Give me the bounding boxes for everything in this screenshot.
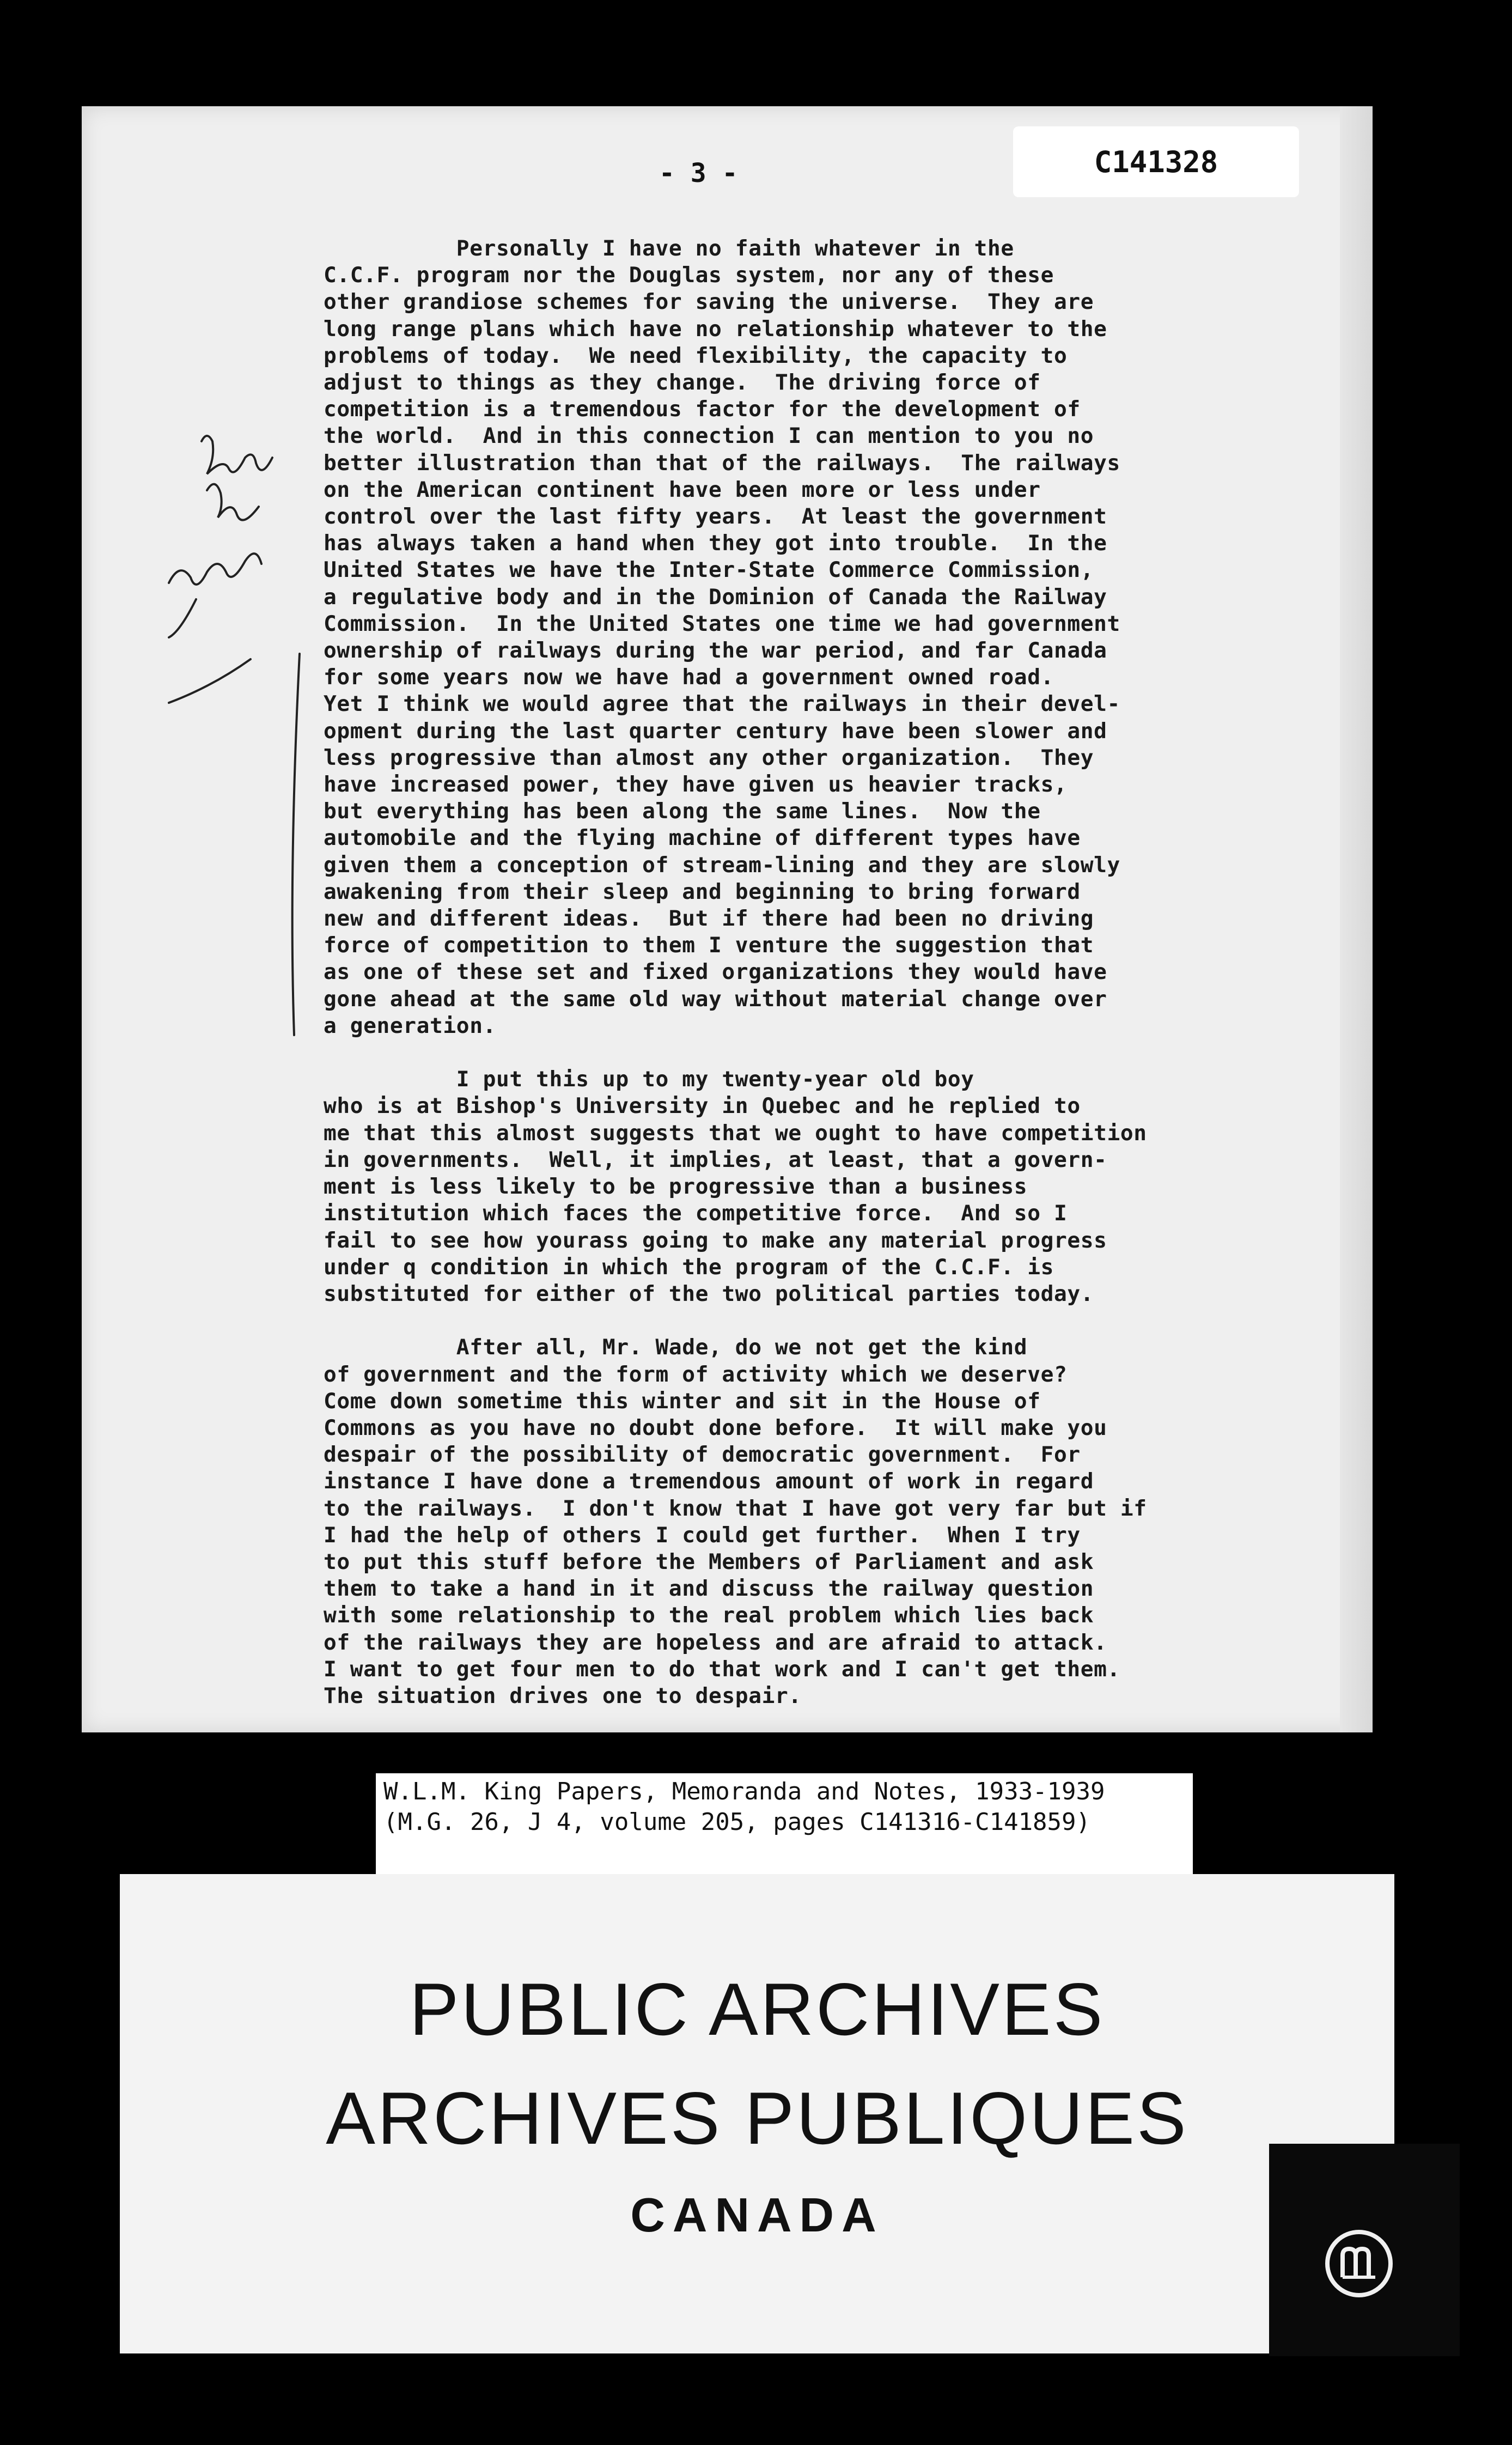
text-line: opment during the last quarter century have been slower and [324, 718, 1107, 744]
text-line: on the American continent have been more or less under [324, 477, 1041, 502]
text-line: Commons as you have no doubt done before. It will make you [324, 1415, 1107, 1440]
text-line: Commission. In the United States one time we had government [324, 611, 1120, 636]
text-line: I want to get four men to do that work and I can't get them. [324, 1656, 1120, 1682]
stamp-line-archives-publiques: ARCHIVES PUBLIQUES [326, 2077, 1188, 2160]
text-line: to put this stuff before the Members of Parliament and ask [324, 1549, 1094, 1574]
document-id: C141328 [1094, 144, 1218, 179]
text-line: Yet I think we would agree that the railways in their devel- [324, 691, 1120, 717]
text-line: awakening from their sleep and beginning to bring forward [324, 879, 1081, 904]
text-line: less progressive than almost any other organization. They [324, 745, 1094, 770]
text-line: United States we have the Inter-State Commerce Commission, [324, 557, 1094, 583]
text-line: with some relationship to the real problem which lies back [324, 1603, 1094, 1628]
text-line: to the railways. I don't know that I have got very far but if [324, 1495, 1147, 1521]
archive-logo-block [1269, 2144, 1460, 2356]
text-line: instance I have done a tremendous amount of work in regard [324, 1469, 1094, 1494]
text-line: under q condition in which the program of the C.C.F. is [324, 1254, 1054, 1280]
handwritten-margin-notes [136, 419, 316, 1051]
document-id-label [1013, 126, 1299, 197]
text-line: a regulative body and in the Dominion of Canada the Railway [324, 584, 1107, 610]
text-line: as one of these set and fixed organizations they would have [324, 959, 1107, 985]
text-line: Personally I have no faith whatever in the [324, 236, 1014, 261]
text-line: I had the help of others I could get further. When I try [324, 1522, 1081, 1548]
text-line: problems of today. We need flexibility, the capacity to [324, 343, 1068, 368]
text-line: given them a conception of stream-lining and they are slowly [324, 852, 1120, 878]
text-line: me that this almost suggests that we ought to have competition [324, 1120, 1147, 1146]
text-line: I put this up to my twenty-year old boy [324, 1067, 974, 1092]
text-line: C.C.F. program nor the Douglas system, nor any of these [324, 263, 1054, 288]
text-line: fail to see how yourass going to make any material progress [324, 1227, 1107, 1253]
paragraph-1 [324, 235, 1358, 1039]
archive-stamp [120, 1874, 1394, 2353]
text-line: ment is less likely to be progressive than a business [324, 1174, 1028, 1200]
text-line: who is at Bishop's University in Quebec and he replied to [324, 1093, 1081, 1119]
archive-logo-icon [1321, 2225, 1397, 2302]
page-number: - 3 - [659, 158, 738, 188]
text-line: competition is a tremendous factor for the development of [324, 397, 1081, 422]
text-line: better illustration than that of the railways. The railways [324, 450, 1120, 476]
text-line: Come down sometime this winter and sit in the House of [324, 1388, 1041, 1414]
text-line: has always taken a hand when they got into trouble. In the [324, 531, 1107, 556]
text-line: despair of the possibility of democratic government. For [324, 1442, 1081, 1468]
letter-body [324, 235, 1358, 1710]
text-line: substituted for either of the two political parties today. [324, 1281, 1094, 1306]
citation-line-1: W.L.M. King Papers, Memoranda and Notes, 1933-1939 [383, 1778, 1105, 1805]
text-line: ownership of railways during the war period, and far Canada [324, 638, 1107, 664]
citation-label [376, 1773, 1193, 1874]
text-line: but everything has been along the same lines. Now the [324, 799, 1041, 824]
text-line: gone ahead at the same old way without material change over [324, 986, 1107, 1012]
text-line: The situation drives one to despair. [324, 1683, 802, 1708]
text-line: other grandiose schemes for saving the universe. They are [324, 289, 1094, 315]
text-line: a generation. [324, 1013, 496, 1038]
text-line: automobile and the flying machine of different types have [324, 825, 1081, 851]
text-line: them to take a hand in it and discuss the railway question [324, 1576, 1094, 1602]
text-line: force of competition to them I venture the suggestion that [324, 933, 1094, 958]
text-line: of government and the form of activity which we deserve? [324, 1361, 1068, 1387]
text-line: in governments. Well, it implies, at least, that a govern- [324, 1147, 1107, 1172]
text-line: the world. And in this connection I can mention to you no [324, 423, 1094, 449]
paragraph-2 [324, 1066, 1358, 1307]
text-line: After all, Mr. Wade, do we not get the kind [324, 1335, 1028, 1360]
text-line: of the railways they are hopeless and are afraid to attack. [324, 1629, 1107, 1655]
text-line: institution which faces the competitive force. And so I [324, 1201, 1068, 1226]
text-line: new and different ideas. But if there had been no driving [324, 906, 1094, 932]
text-line: control over the last fifty years. At least the government [324, 504, 1107, 530]
citation-line-2: (M.G. 26, J 4, volume 205, pages C141316-C141859) [383, 1808, 1091, 1836]
text-line: long range plans which have no relationship whatever to the [324, 316, 1107, 342]
text-line: have increased power, they have given us heavier tracks, [324, 772, 1068, 798]
stamp-line-public-archives: PUBLIC ARCHIVES [409, 1968, 1105, 2051]
text-line: adjust to things as they change. The driving force of [324, 370, 1041, 396]
paragraph-3 [324, 1334, 1358, 1710]
stamp-line-canada: CANADA [630, 2188, 884, 2242]
text-line: for some years now we have had a government owned road. [324, 665, 1054, 690]
